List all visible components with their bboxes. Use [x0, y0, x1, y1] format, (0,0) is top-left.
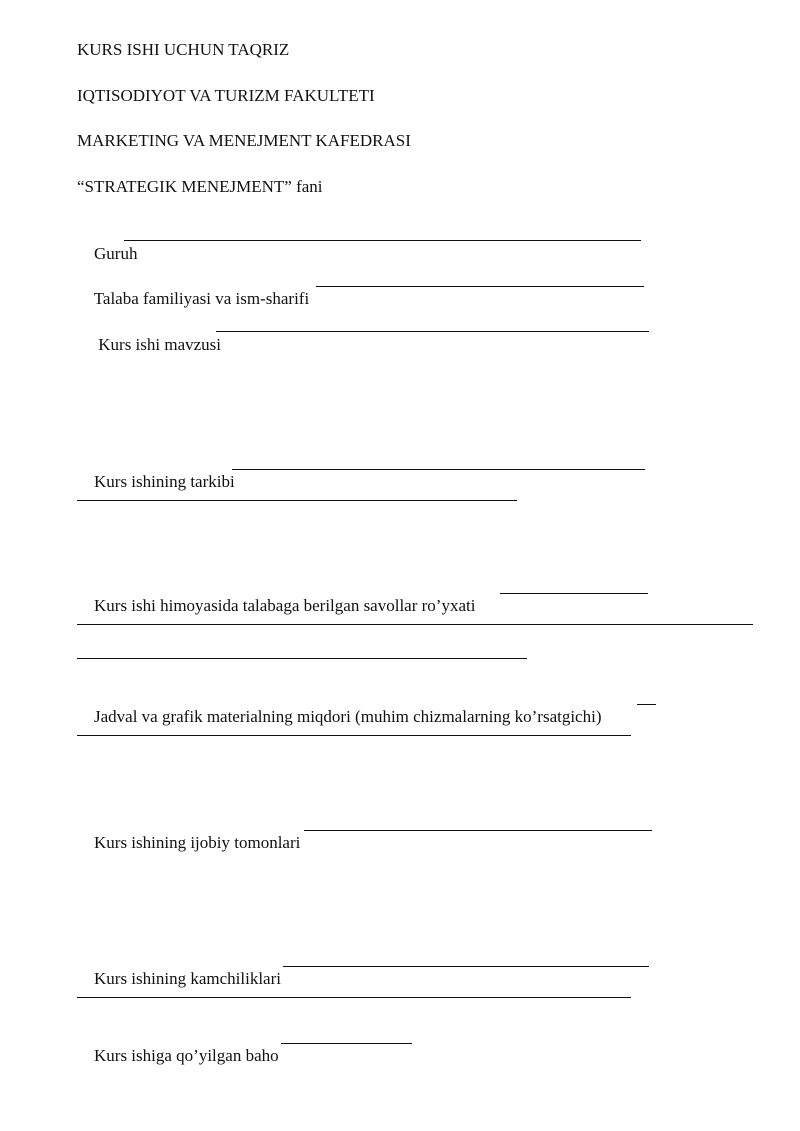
positives-field[interactable]	[77, 813, 300, 873]
tables-graphics-field[interactable]	[77, 687, 602, 747]
defense-questions-field[interactable]	[77, 576, 475, 636]
topic-blank-line[interactable]	[216, 331, 649, 332]
grade-label: Kurs ishiga qo’yilgan baho	[94, 1046, 279, 1065]
positives-label: Kurs ishining ijobiy tomonlari	[94, 833, 301, 852]
shortcomings-blank-line-2[interactable]	[77, 997, 631, 998]
group-label: Guruh	[94, 244, 138, 263]
student-name-label: Talaba familiyasi va ism-sharifi	[93, 289, 310, 308]
student-name-blank-line[interactable]	[316, 286, 644, 287]
topic-field[interactable]	[77, 315, 221, 375]
structure-blank-line-1[interactable]	[232, 469, 645, 470]
subject-name: “STRATEGIK MENEJMENT” fani	[77, 177, 323, 196]
tables-graphics-blank-line-2[interactable]	[77, 735, 631, 736]
defense-questions-blank-line-2[interactable]	[77, 624, 753, 625]
shortcomings-label: Kurs ishining kamchiliklari	[94, 969, 281, 988]
department-name: MARKETING VA MENEJMENT KAFEDRASI	[77, 131, 411, 150]
positives-blank-line[interactable]	[304, 830, 652, 831]
shortcomings-field[interactable]	[77, 949, 281, 1009]
defense-questions-blank-line-3[interactable]	[77, 658, 527, 659]
tables-graphics-label: Jadval va grafik materialning miqdori (muhim chizmalarning ko’rsatgichi)	[94, 707, 602, 726]
grade-blank-line[interactable]	[281, 1043, 412, 1044]
grade-field[interactable]	[77, 1026, 279, 1086]
structure-label: Kurs ishining tarkibi	[94, 472, 235, 491]
structure-blank-line-2[interactable]	[77, 500, 517, 501]
structure-field[interactable]	[77, 452, 235, 512]
defense-questions-blank-line-1[interactable]	[500, 593, 648, 594]
topic-label: Kurs ishi mavzusi	[94, 335, 222, 354]
form-title: KURS ISHI UCHUN TAQRIZ	[77, 40, 290, 59]
defense-questions-label: Kurs ishi himoyasida talabaga berilgan savollar ro’yxati	[94, 596, 476, 615]
group-blank-line[interactable]	[124, 240, 641, 241]
faculty-name: IQTISODIYOT VA TURIZM FAKULTETI	[77, 86, 375, 105]
shortcomings-blank-line-1[interactable]	[283, 966, 649, 967]
tables-graphics-blank-line-1[interactable]	[637, 704, 656, 705]
